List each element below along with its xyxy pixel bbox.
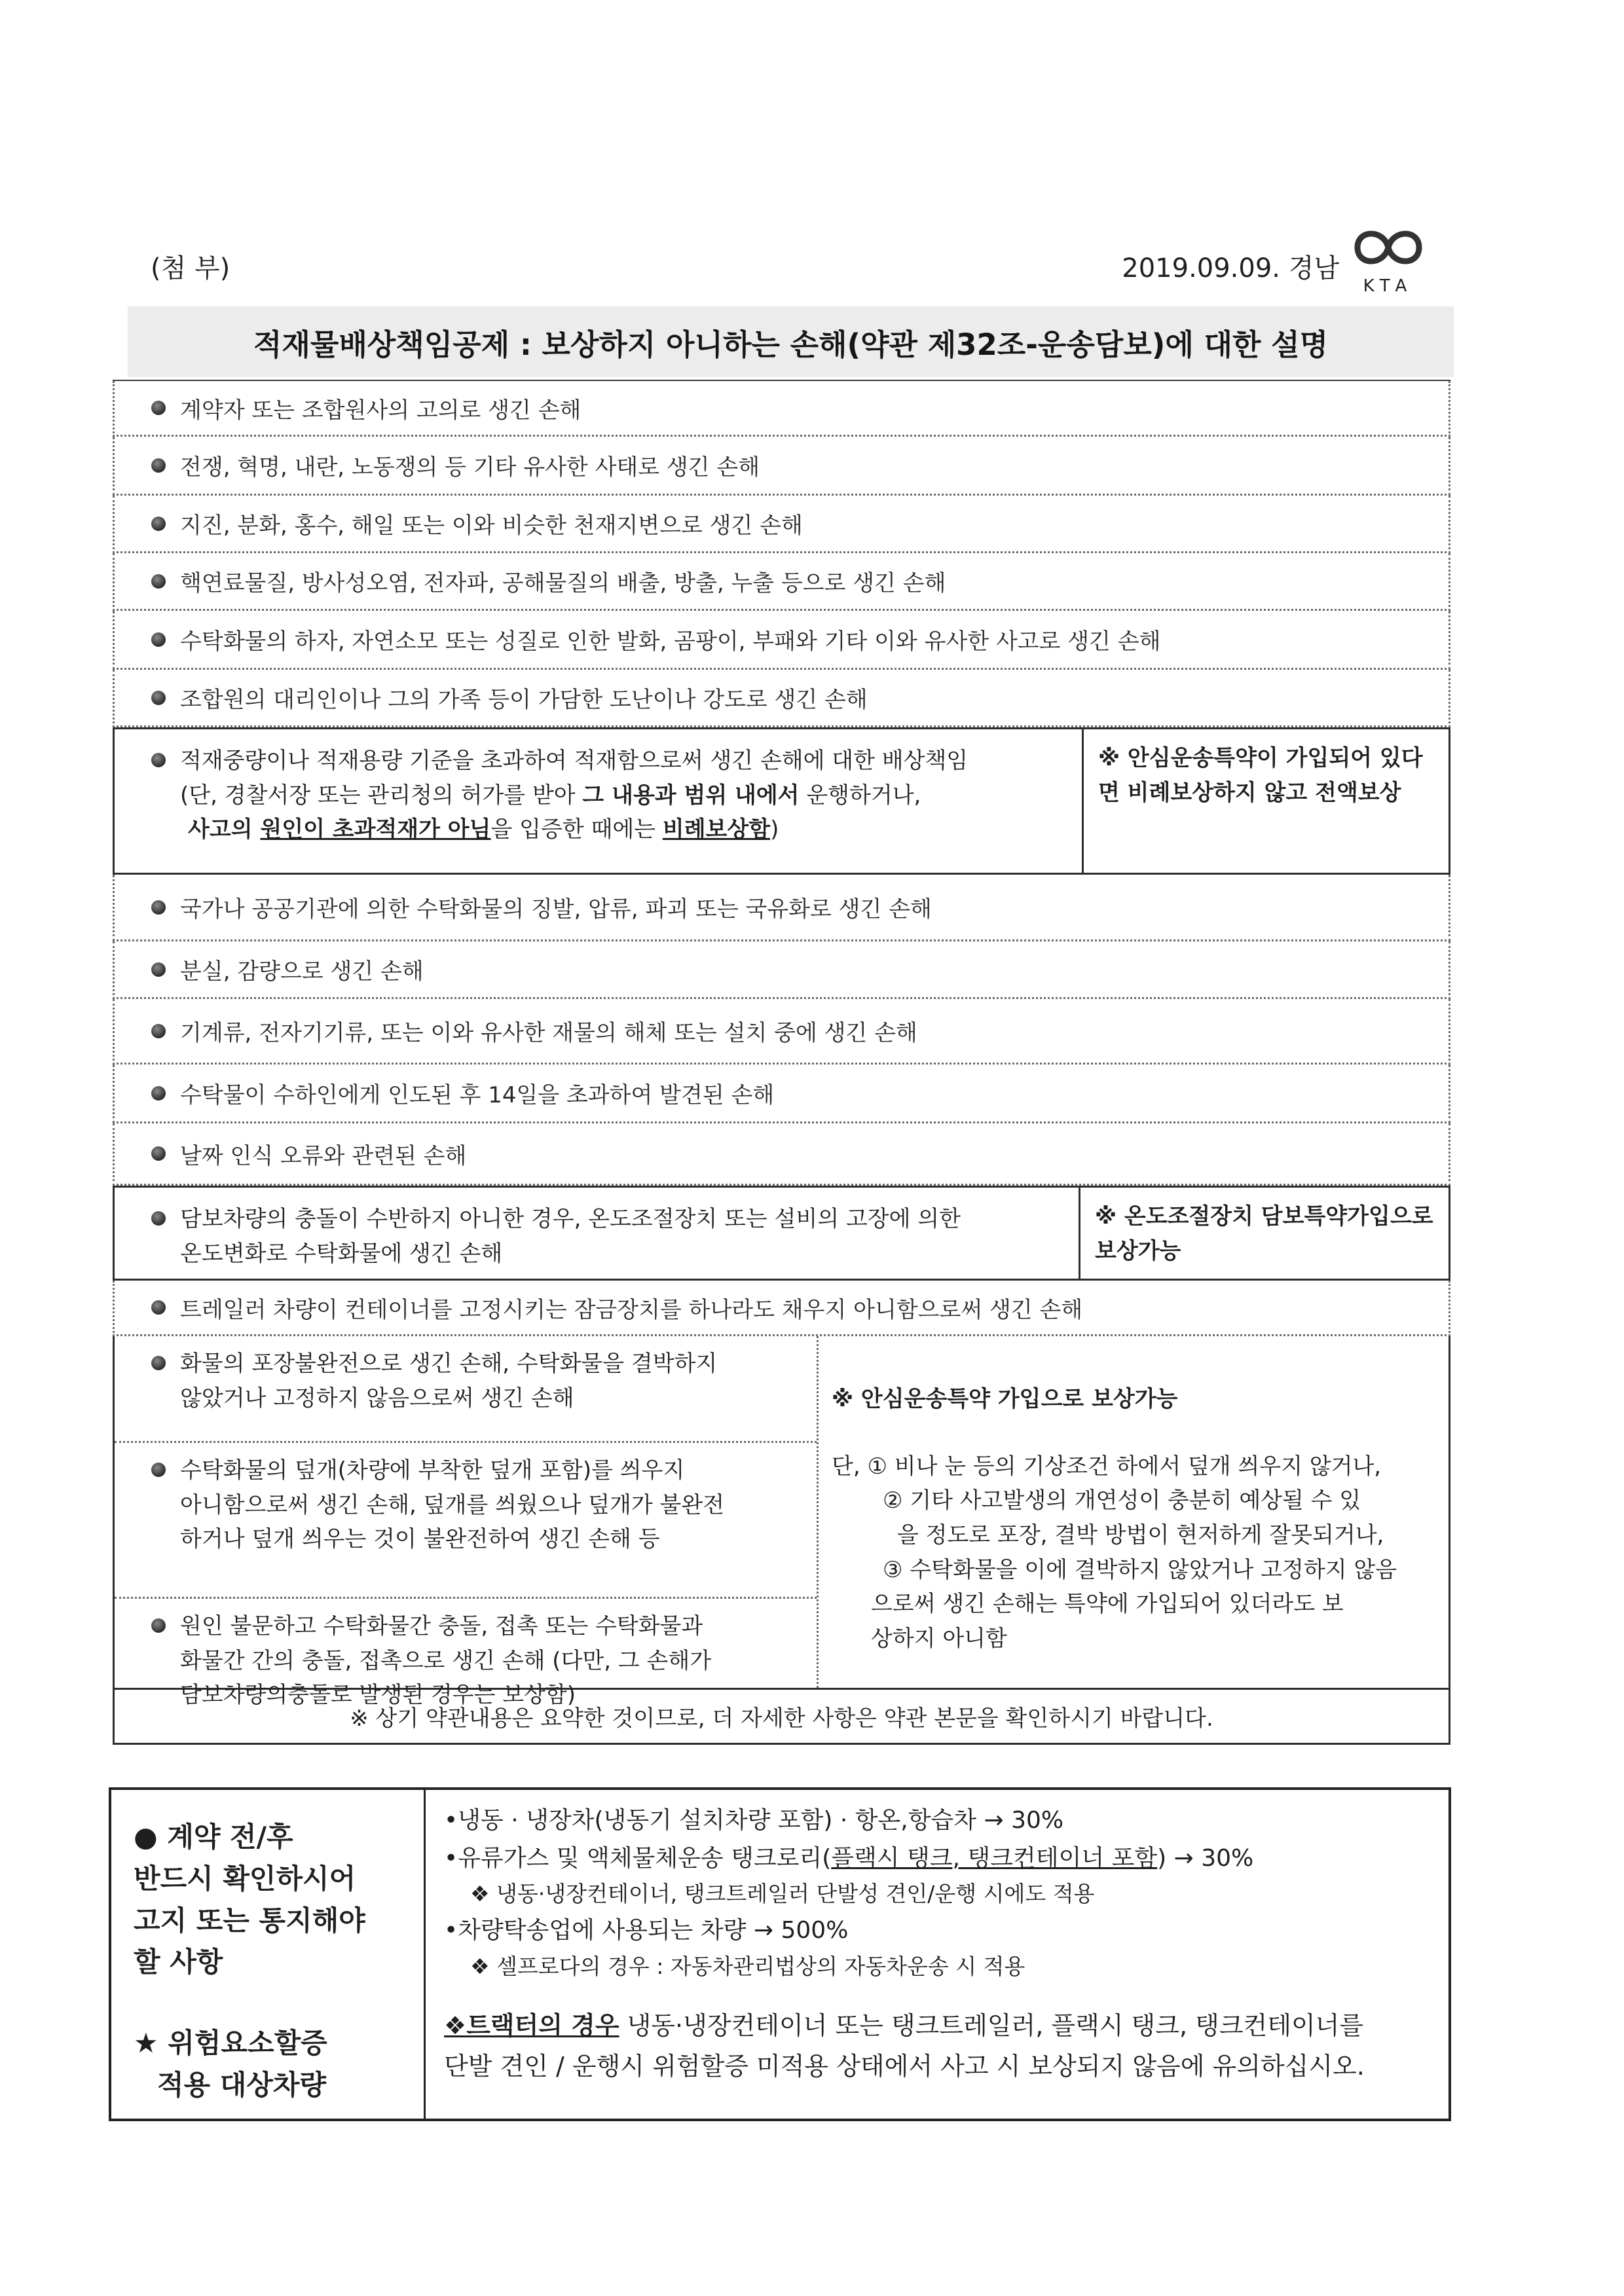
bullet-icon bbox=[151, 632, 166, 647]
tractor-note: ❖트랙터의 경우 냉동·냉장컨테이너 또는 탱크트레일러, 플랙시 탱크, 탱크컨테이너를 단발 견인 / 운행시 위험할증 미적용 상태에서 사고 시 보상되지 않음에 유의하십시오. bbox=[444, 2011, 1365, 2081]
bullet-icon bbox=[151, 1086, 166, 1101]
date-region: 2019.09.09. 경남 bbox=[1122, 253, 1339, 283]
special-terms-note-title: ※ 안심운송특약 가입으로 보상가능 bbox=[832, 1386, 1178, 1412]
surcharge-line: •냉동 · 냉장차(냉동기 설치차량 포함) · 항온,항습차 → 30% bbox=[444, 1807, 1064, 1834]
temperature-note: ※ 온도조절장치 담보특약가입으로 보상가능 bbox=[1079, 1188, 1449, 1279]
row-text: 전쟁, 혁명, 내란, 노동쟁의 등 기타 유사한 사태로 생긴 손해 bbox=[180, 454, 760, 481]
table-row bbox=[113, 1065, 1450, 1123]
temperature-line-2: 온도변화로 수탁화물에 생긴 손해 bbox=[180, 1240, 503, 1267]
surcharge-line: •유류가스 및 액체물체운송 탱크로리(플랙시 탱크, 탱크컨테이너 포함) → 30% bbox=[444, 1844, 1254, 1872]
bullet-icon bbox=[151, 1211, 166, 1226]
overload-line-1: 적재중량이나 적재용량 기준을 초과하여 적재함으로써 생긴 손해에 대한 배상책임 bbox=[180, 748, 969, 774]
footnote: ※ 상기 약관내용은 요약한 것이므로, 더 자세한 사항은 약관 본문을 확인하시기 바랍니다. bbox=[113, 1690, 1450, 1745]
bullet-icon bbox=[151, 1618, 166, 1633]
surcharge-box bbox=[109, 1787, 1451, 2121]
row-text: 수탁물이 수하인에게 인도된 후 14일을 초과하여 발견된 손해 bbox=[180, 1082, 775, 1108]
bullet-icon bbox=[151, 753, 166, 767]
row-text: 국가나 공공기관에 의한 수탁화물의 징발, 압류, 파괴 또는 국유화로 생긴 손해 bbox=[180, 896, 932, 922]
list-item: 수탁화물의 덮개(차량에 부착한 덮개 포함)를 씌우지 아니함으로써 생긴 손해, 덮개를 씌웠으나 덮개가 불완전 하거나 덮개 씌우는 것이 불완전하여 생긴 손해 등 bbox=[115, 1443, 817, 1599]
surcharge-line: •차량탁송업에 사용되는 차량 → 500% bbox=[444, 1916, 849, 1944]
surcharge-subnote: ❖ 셀프로다의 경우 : 자동차관리법상의 자동차운송 시 적용 bbox=[470, 1953, 1025, 1979]
table-row bbox=[113, 611, 1450, 670]
bullet-icon bbox=[151, 401, 166, 415]
surcharge-details bbox=[426, 1790, 1449, 2119]
table-row bbox=[113, 496, 1450, 553]
table-row bbox=[113, 670, 1450, 727]
logo-text: KTA bbox=[1363, 276, 1414, 296]
kta-logo-icon bbox=[1346, 221, 1431, 274]
special-terms-items bbox=[115, 1336, 819, 1709]
table-row bbox=[113, 553, 1450, 611]
kta-logo bbox=[1346, 221, 1431, 296]
attachment-label: (첨 부) bbox=[151, 253, 231, 283]
surcharge-heading: ● 계약 전/후 반드시 확인하시어 고지 또는 통지해야 할 사항 ★ 위험요소할증 적용 대상차량 bbox=[111, 1790, 426, 2119]
bullet-icon bbox=[151, 458, 166, 473]
temperature-row bbox=[113, 1186, 1450, 1281]
table-row bbox=[113, 1281, 1450, 1336]
overload-line-3: 사고의 원인이 초과적재가 아님을 입증한 때에는 비례보상함) bbox=[188, 816, 779, 843]
row-text: 조합원의 대리인이나 그의 가족 등이 가담한 도난이나 강도로 생긴 손해 bbox=[180, 687, 868, 713]
overload-text bbox=[115, 729, 1082, 873]
overload-note: ※ 안심운송특약이 가입되어 있다면 비례보상하지 않고 전액보상 bbox=[1082, 729, 1449, 873]
bullet-icon bbox=[151, 517, 166, 531]
row-text: 분실, 감량으로 생긴 손해 bbox=[180, 958, 424, 985]
table-row bbox=[113, 437, 1450, 496]
bullet-icon bbox=[151, 900, 166, 915]
temperature-text bbox=[115, 1188, 1079, 1279]
surcharge-subnote: ❖ 냉동·냉장컨테이너, 탱크트레일러 단발성 견인/운행 시에도 적용 bbox=[470, 1881, 1095, 1907]
table-row bbox=[113, 381, 1450, 437]
row-text: 수탁화물의 하자, 자연소모 또는 성질로 인한 발화, 곰팡이, 부패와 기타 이와 유사한 사고로 생긴 손해 bbox=[180, 629, 1161, 655]
document-title: 적재물배상책임공제 : 보상하지 아니하는 손해(약관 제32조-운송담보)에 대한 설명 bbox=[128, 306, 1454, 377]
bullet-icon bbox=[151, 574, 166, 589]
bullet-icon bbox=[151, 1356, 166, 1370]
table-row bbox=[113, 875, 1450, 941]
table-row bbox=[113, 1123, 1450, 1186]
exclusions-table bbox=[113, 380, 1450, 1745]
bullet-icon bbox=[151, 1024, 166, 1038]
special-terms-note: ※ 안심운송특약 가입으로 보상가능 단, ① 비나 눈 등의 기상조건 하에서 덮개 씌우지 않거나, ② 기타 사고발생의 개연성이 충분히 예상될 수 있 을 정도로 포장, 결박 방법이 현저하게 잘못되거나, ③ 수탁화물을 이에 결박하지 않았거나 고정하지 않음 으로써 생긴 손해는 특약에 가입되어 있더라도 보 상하지 아니함 bbox=[819, 1336, 1449, 1688]
list-item: 화물의 포장불완전으로 생긴 손해, 수탁화물을 결박하지 않았거나 고정하지 않음으로써 생긴 손해 bbox=[115, 1336, 817, 1443]
row-text: 기계류, 전자기기류, 또는 이와 유사한 재물의 해체 또는 설치 중에 생긴 손해 bbox=[180, 1020, 917, 1046]
row-text: 계약자 또는 조합원사의 고의로 생긴 손해 bbox=[180, 397, 581, 424]
bullet-icon bbox=[151, 691, 166, 705]
list-item: 원인 불문하고 수탁화물간 충돌, 접촉 또는 수탁화물과 화물간 간의 충돌, 접촉으로 생긴 손해 (다만, 그 손해가 담보차량의충돌로 발생된 경우는 보상함) bbox=[115, 1599, 817, 1753]
row-text: 핵연료물질, 방사성오염, 전자파, 공해물질의 배출, 방출, 누출 등으로 생긴 손해 bbox=[180, 570, 946, 596]
row-text: 트레일러 차량이 컨테이너를 고정시키는 잠금장치를 하나라도 채우지 아니함으로써 생긴 손해 bbox=[180, 1296, 1083, 1323]
overload-row bbox=[113, 727, 1450, 875]
bullet-icon bbox=[151, 1146, 166, 1161]
overload-line-2: (단, 경찰서장 또는 관리청의 허가를 받아 그 내용과 범위 내에서 운행하거나, bbox=[180, 782, 921, 809]
special-terms-group bbox=[113, 1336, 1450, 1709]
table-row bbox=[113, 999, 1450, 1065]
temperature-line-1: 담보차량의 충돌이 수반하지 아니한 경우, 온도조절장치 또는 설비의 고장에 의한 bbox=[180, 1206, 961, 1232]
bullet-icon bbox=[151, 1463, 166, 1477]
row-text: 날짜 인식 오류와 관련된 손해 bbox=[180, 1142, 467, 1169]
bullet-icon bbox=[151, 962, 166, 977]
bullet-icon bbox=[151, 1300, 166, 1315]
row-text: 지진, 분화, 홍수, 해일 또는 이와 비슷한 천재지변으로 생긴 손해 bbox=[180, 513, 803, 539]
table-row bbox=[113, 941, 1450, 999]
header bbox=[151, 247, 1431, 296]
